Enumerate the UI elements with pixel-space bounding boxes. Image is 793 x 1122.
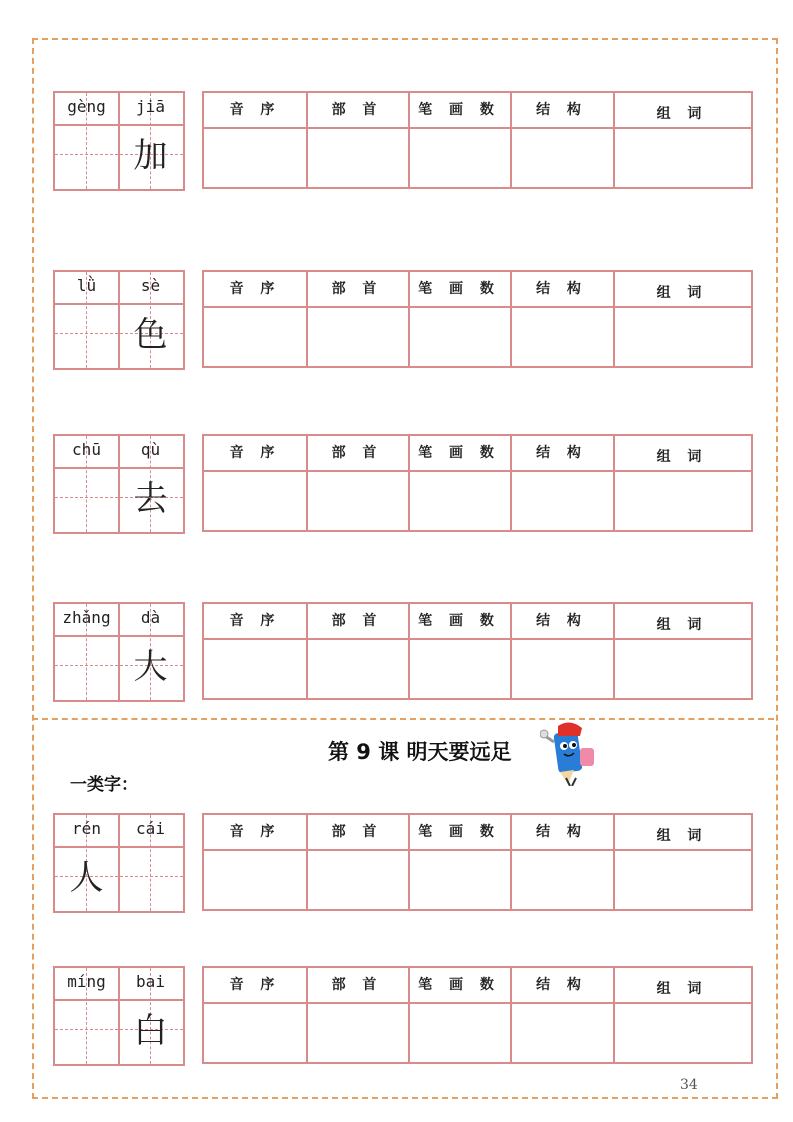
header-bushou: 部 首: [331, 445, 383, 461]
analysis-table: [202, 602, 753, 700]
header-jiegou: 结 构: [536, 281, 587, 297]
pinyin-left: lǜ: [76, 276, 97, 295]
answer-cell[interactable]: [206, 852, 304, 907]
answer-cell[interactable]: [206, 473, 304, 528]
section-divider: [32, 718, 774, 720]
header-bushou: 部 首: [331, 977, 383, 993]
hanzi-character: 白: [133, 1011, 168, 1051]
pinyin-left: míng: [67, 972, 106, 991]
header-zuci: 组 词: [656, 285, 708, 301]
answer-cell[interactable]: [512, 130, 611, 185]
pinyin-right: bai: [136, 972, 165, 991]
answer-cell[interactable]: [615, 641, 749, 696]
answer-cell[interactable]: [308, 130, 406, 185]
answer-cell[interactable]: [615, 309, 749, 364]
header-zuci: 组 词: [656, 828, 708, 844]
analysis-table: [202, 434, 753, 532]
answer-cell[interactable]: [512, 1005, 611, 1060]
header-bihuashu: 笔 画 数: [418, 613, 500, 629]
header-bihuashu: 笔 画 数: [418, 824, 500, 840]
header-bushou: 部 首: [331, 613, 383, 629]
answer-cell[interactable]: [410, 130, 508, 185]
header-bihuashu: 笔 画 数: [418, 102, 500, 118]
character-entry: [53, 91, 751, 189]
header-zuci: 组 词: [656, 106, 708, 122]
pinyin-right: cái: [136, 819, 165, 838]
character-entry: [53, 813, 751, 911]
tianzi-grid: [53, 966, 185, 1066]
pinyin-left: chū: [72, 440, 101, 459]
header-bihuashu: 笔 画 数: [418, 977, 500, 993]
answer-cell[interactable]: [512, 473, 611, 528]
answer-cell[interactable]: [615, 473, 749, 528]
answer-cell[interactable]: [410, 641, 508, 696]
analysis-table: [202, 813, 753, 911]
answer-cell[interactable]: [410, 473, 508, 528]
header-bushou: 部 首: [331, 281, 383, 297]
section-label: 一类字：: [70, 775, 138, 795]
header-jiegou: 结 构: [536, 977, 587, 993]
answer-cell[interactable]: [206, 130, 304, 185]
hanzi-character: 色: [133, 315, 168, 355]
header-jiegou: 结 构: [536, 824, 587, 840]
character-entry: [53, 434, 751, 532]
analysis-table: [202, 91, 753, 189]
header-bihuashu: 笔 画 数: [418, 445, 500, 461]
pinyin-right: sè: [140, 276, 161, 295]
analysis-table: [202, 270, 753, 368]
tianzi-grid: [53, 434, 185, 534]
pencil-mascot-icon: [540, 722, 600, 786]
header-bushou: 部 首: [331, 102, 383, 118]
header-zuci: 组 词: [656, 449, 708, 465]
hanzi-character: 大: [133, 647, 168, 687]
character-entry: [53, 270, 751, 368]
answer-cell[interactable]: [410, 309, 508, 364]
hanzi-character: 加: [133, 136, 168, 176]
answer-cell[interactable]: [308, 852, 406, 907]
header-jiegou: 结 构: [536, 102, 587, 118]
header-yinxu: 音 序: [229, 977, 281, 993]
answer-cell[interactable]: [308, 309, 406, 364]
answer-cell[interactable]: [615, 1005, 749, 1060]
character-entry: [53, 966, 751, 1064]
pinyin-right: qù: [140, 440, 161, 459]
answer-cell[interactable]: [512, 641, 611, 696]
header-jiegou: 结 构: [536, 445, 587, 461]
answer-cell[interactable]: [308, 473, 406, 528]
lesson-title: 第 9 课 明天要远足: [328, 740, 512, 764]
header-yinxu: 音 序: [229, 281, 281, 297]
header-yinxu: 音 序: [229, 102, 281, 118]
answer-cell[interactable]: [410, 852, 508, 907]
pinyin-right: jiā: [136, 97, 165, 116]
pinyin-left: rén: [72, 819, 101, 838]
page-number: 34: [680, 1077, 698, 1093]
pinyin-right: dà: [140, 608, 161, 627]
header-yinxu: 音 序: [229, 445, 281, 461]
tianzi-grid: [53, 91, 185, 191]
header-jiegou: 结 构: [536, 613, 587, 629]
answer-cell[interactable]: [308, 1005, 406, 1060]
header-zuci: 组 词: [656, 617, 708, 633]
answer-cell[interactable]: [308, 641, 406, 696]
pinyin-left: zhǎng: [62, 608, 111, 627]
tianzi-grid: [53, 602, 185, 702]
answer-cell[interactable]: [410, 1005, 508, 1060]
answer-cell[interactable]: [615, 130, 749, 185]
header-bushou: 部 首: [331, 824, 383, 840]
header-zuci: 组 词: [656, 981, 708, 997]
tianzi-grid: [53, 813, 185, 913]
answer-cell[interactable]: [206, 309, 304, 364]
analysis-table: [202, 966, 753, 1064]
answer-cell[interactable]: [206, 641, 304, 696]
header-yinxu: 音 序: [229, 613, 281, 629]
answer-cell[interactable]: [512, 309, 611, 364]
answer-cell[interactable]: [615, 852, 749, 907]
header-bihuashu: 笔 画 数: [418, 281, 500, 297]
pinyin-left: gèng: [67, 97, 106, 116]
hanzi-character: 人: [69, 858, 104, 898]
answer-cell[interactable]: [206, 1005, 304, 1060]
tianzi-grid: [53, 270, 185, 370]
answer-cell[interactable]: [512, 852, 611, 907]
header-yinxu: 音 序: [229, 824, 281, 840]
hanzi-character: 去: [133, 479, 168, 519]
character-entry: [53, 602, 751, 700]
page-border: [32, 38, 778, 1099]
